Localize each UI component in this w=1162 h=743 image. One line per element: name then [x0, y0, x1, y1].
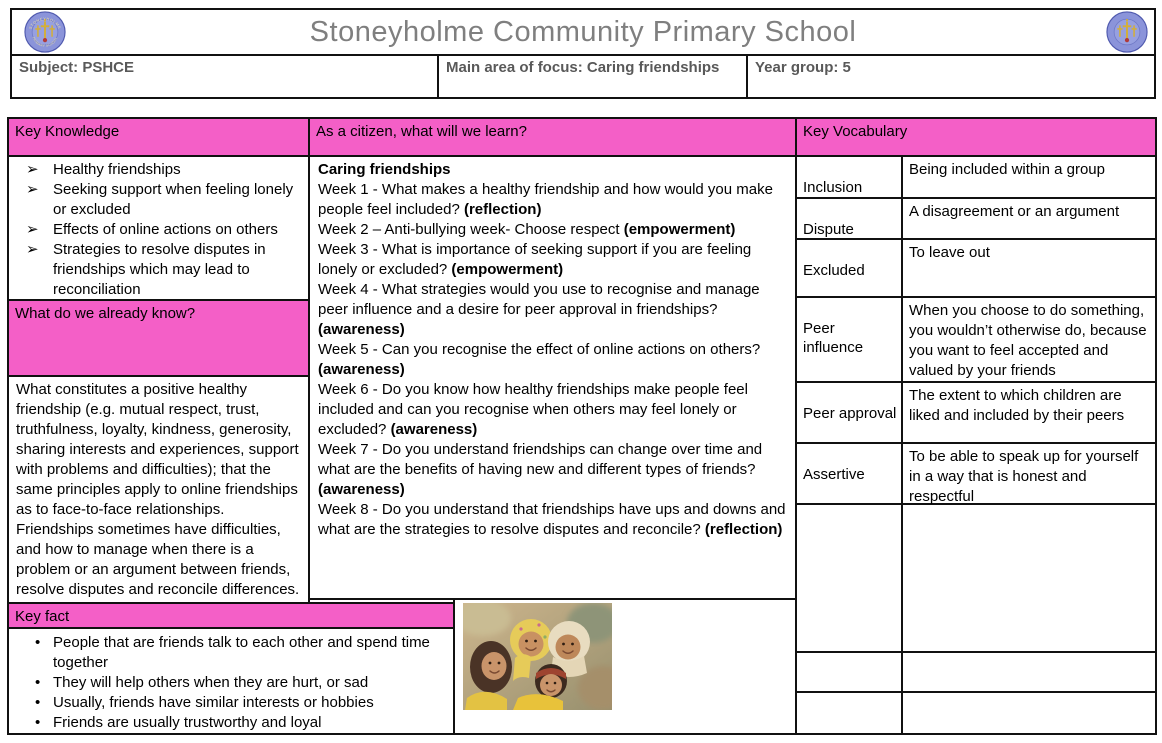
learning-header [308, 117, 797, 157]
key-knowledge-header-label: Key Knowledge [15, 123, 120, 140]
vocabulary-row [797, 653, 1155, 693]
vocabulary-term [797, 693, 903, 733]
school-crest-icon [24, 11, 66, 53]
key-fact-item-text: Friends are usually trustworthy and loyal [53, 714, 322, 731]
key-knowledge-item-text: Healthy friendships [53, 161, 181, 178]
dot-bullet-icon: • [35, 674, 41, 691]
vocabulary-row [797, 199, 1155, 240]
already-know-cell [7, 375, 310, 604]
already-know-text: What constitutes a positive healthy friendship (e.g. mutual respect, trust, truthfulness, loyalty, kindness, generosity, sharing interests and experiences, support with problems and difficulties); that the same principles apply to online friendships as to face-to-face relationships. Friendships sometimes have difficulties, and how to manage when there is a problem or an argument between friends, resolve disputes and reconcile differences. [16, 381, 300, 598]
key-knowledge-item [13, 220, 304, 240]
svg-text:STONEYHOLME: STONEYHOLME [28, 17, 62, 31]
year-group-field: Year group: 5 [755, 59, 851, 76]
vocabulary-definition [903, 505, 1155, 651]
vocabulary-row [797, 298, 1155, 383]
friends-photo [463, 603, 612, 710]
key-knowledge-item-text: Seeking support when feeling lonely or excluded [53, 181, 294, 218]
key-fact-header-label: Key fact [15, 608, 70, 625]
week-line: Week 4 - What strategies would you use to recognise and manage peer influence and a desire for peer approval in friendships? (awareness) [318, 281, 760, 338]
key-fact-item [13, 673, 449, 693]
week-line: Week 2 – Anti-bullying week- Choose respect (empowerment) [318, 221, 736, 238]
vocabulary-definition [903, 653, 1155, 691]
week-line: Week 3 - What is importance of seeking support if you are feeling lonely or excluded? (empowerment) [318, 241, 752, 278]
vocabulary-term [797, 653, 903, 691]
vocabulary-row [797, 383, 1155, 444]
key-knowledge-item [13, 160, 304, 180]
key-fact-item-text: Usually, friends have similar interests or hobbies [53, 694, 374, 711]
week-line: Week 5 - Can you recognise the effect of online actions on others? (awareness) [318, 341, 761, 378]
vocabulary-term: Inclusion [797, 157, 903, 197]
arrow-bullet-icon: ➢ [26, 241, 39, 258]
vocabulary-definition [903, 693, 1155, 733]
week-line: Week 1 - What makes a healthy friendship and how would you make people feel included? (reflection) [318, 181, 773, 218]
learning-content-cell [308, 155, 797, 600]
key-fact-item [13, 633, 449, 673]
key-fact-header [7, 602, 455, 629]
learning-header-label: As a citizen, what will we learn? [316, 123, 527, 140]
vocabulary-definition: To leave out [909, 244, 990, 261]
vocabulary-row [797, 505, 1155, 653]
dot-bullet-icon: • [35, 634, 41, 651]
key-knowledge-item [13, 180, 304, 220]
key-fact-list [13, 633, 449, 733]
already-know-header [7, 299, 310, 377]
key-fact-item-text: They will help others when they are hurt, or sad [53, 674, 369, 691]
subject-field: Subject: PSHCE [19, 59, 135, 76]
photo-cell [453, 598, 797, 735]
vocabulary-term: Assertive [797, 444, 903, 503]
arrow-bullet-icon: ➢ [26, 221, 39, 238]
vocabulary-row [797, 157, 1155, 199]
vocabulary-header-label: Key Vocabulary [803, 123, 908, 140]
school-crest-icon [1106, 11, 1148, 53]
key-fact-item [13, 693, 449, 713]
key-knowledge-header [7, 117, 310, 157]
vocabulary-definition: To be able to speak up for yourself in a way that is honest and respectful [909, 448, 1139, 505]
key-fact-item [13, 713, 449, 733]
key-knowledge-item [13, 240, 304, 300]
vocabulary-definition: The extent to which children are liked and included by their peers [909, 387, 1125, 424]
page-title: Stoneyholme Community Primary School [309, 15, 857, 48]
vocabulary-term: Peer approval [797, 383, 903, 442]
header-table [10, 8, 1156, 99]
focus-field: Main area of focus: Caring friendships [437, 56, 748, 97]
week-line: Week 8 - Do you understand that friendships have ups and downs and what are the strategies to resolve disputes and reconcile? (reflection) [318, 501, 786, 538]
week-line: Week 6 - Do you know how healthy friendships make people feel included and can you recognise when others may feel lonely or excluded? (awareness) [318, 381, 748, 438]
key-fact-list-cell [7, 627, 455, 735]
vocabulary-definition: When you choose to do something, you wouldn’t otherwise do, because you want to feel accepted and valued by your friends [909, 302, 1147, 379]
header-meta-row [12, 56, 1154, 97]
key-knowledge-item-text: Effects of online actions on others [53, 221, 278, 238]
key-knowledge-list [13, 160, 304, 300]
arrow-bullet-icon: ➢ [26, 181, 39, 198]
dot-bullet-icon: • [35, 714, 41, 731]
vocabulary-term: Excluded [797, 240, 903, 296]
vocabulary-header [795, 117, 1157, 157]
vocabulary-term: Dispute [797, 199, 903, 238]
arrow-bullet-icon: ➢ [26, 161, 39, 178]
vocabulary-definition: A disagreement or an argument [909, 203, 1120, 220]
key-fact-item-text: People that are friends talk to each other and spend time together [53, 634, 430, 671]
dot-bullet-icon: • [35, 694, 41, 711]
key-knowledge-item-text: Strategies to resolve disputes in friendships which may lead to reconciliation [53, 241, 266, 298]
already-know-header-label: What do we already know? [15, 305, 196, 322]
week-list [318, 180, 787, 540]
vocabulary-row [797, 693, 1155, 733]
vocabulary-row [797, 444, 1155, 505]
vocabulary-term [797, 505, 903, 651]
vocabulary-term: Peer influence [797, 298, 903, 381]
learning-topic-title: Caring friendships [318, 161, 451, 178]
week-line: Week 7 - Do you understand friendships can change over time and what are the benefits of having new and different types of friends? (awareness) [318, 441, 763, 498]
vocabulary-row [797, 240, 1155, 298]
key-knowledge-list-cell [7, 155, 310, 301]
vocabulary-definition: Being included within a group [909, 161, 1105, 178]
vocabulary-table [795, 155, 1157, 735]
svg-text:PRIMARY SCHOOL: PRIMARY SCHOOL [31, 36, 59, 48]
header-title-row [12, 10, 1154, 56]
